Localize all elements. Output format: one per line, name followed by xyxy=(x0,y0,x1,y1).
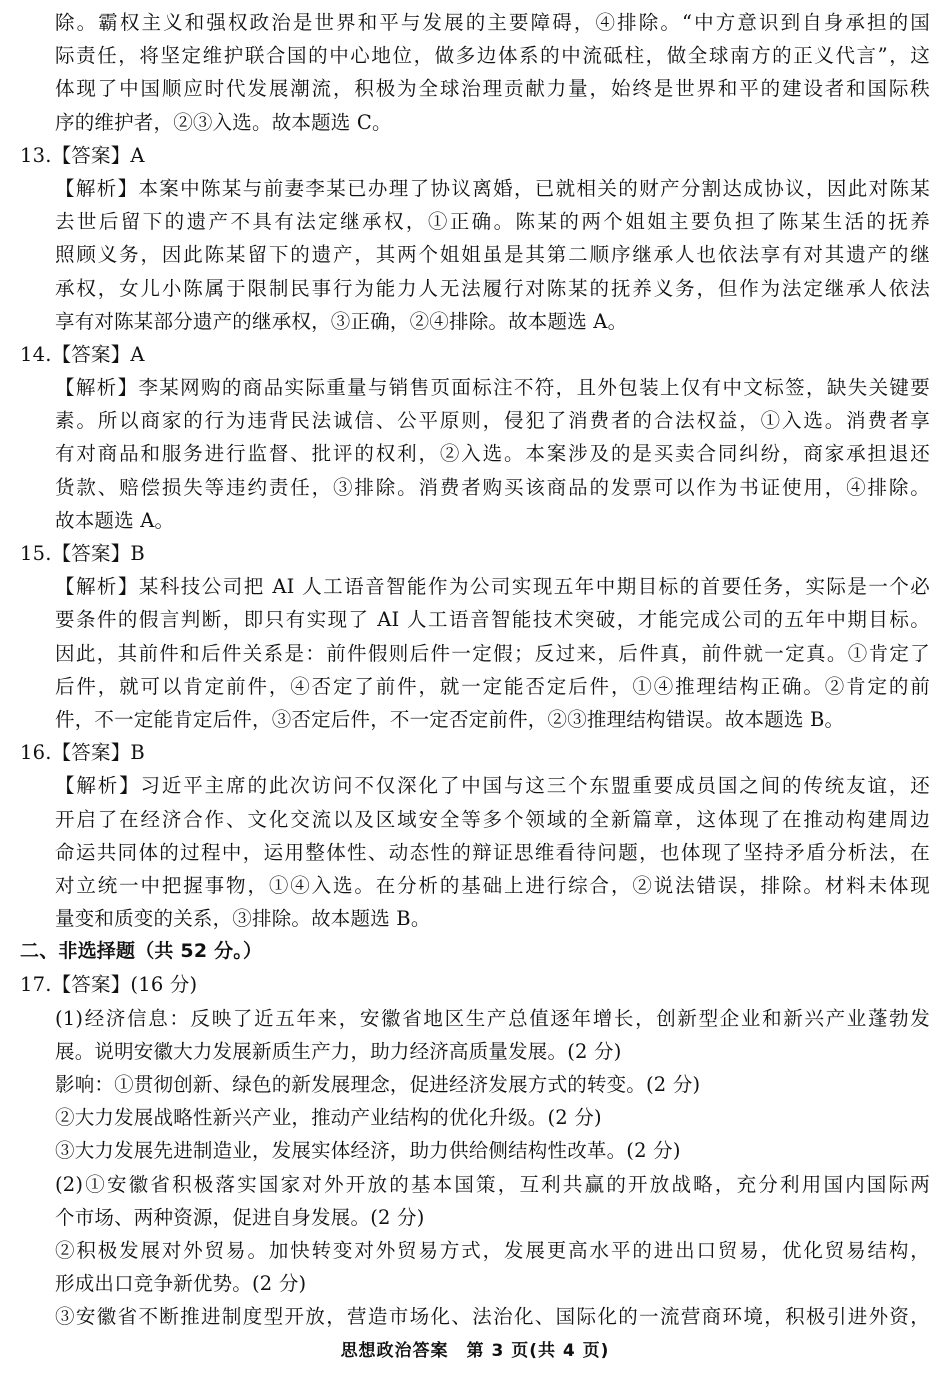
text-line: ②大力发展战略性新兴产业，推动产业结构的优化升级。(2 分) xyxy=(55,1106,602,1130)
question-13-answer: 13.【答案】A xyxy=(20,143,145,167)
text-line: 件，不一定能肯定后件，③否定后件，不一定否定前件，②③推理结构错误。故本题选 B。 xyxy=(55,707,845,731)
text-line: 际责任，将坚定维护联合国的中心地位，做多边体系的中流砥柱，做全球南方的正义代言”，这 xyxy=(55,44,930,68)
text-line: 【解析】李某网购的商品实际重量与销售页面标注不符，且外包装上仅有中文标签，缺失关键要 xyxy=(55,376,930,400)
text-line: 命运共同体的过程中，运用整体性、动态性的辩证思维看待问题，也体现了坚持矛盾分析法，在 xyxy=(55,840,930,864)
text-line: 对立统一中把握事物，①④入选。在分析的基础上进行综合，②说法错误，排除。材料未体现 xyxy=(55,873,930,897)
text-line: 货款、赔偿损失等违约责任，③排除。消费者购买该商品的发票可以作为书证使用，④排除。 xyxy=(55,475,930,499)
text-line: 素。所以商家的行为违背民法诚信、公平原则，侵犯了消费者的合法权益，①入选。消费者享 xyxy=(55,409,930,433)
text-line: 【解析】习近平主席的此次访问不仅深化了中国与这三个东盟重要成员国之间的传统友谊，还 xyxy=(55,774,930,798)
text-line: (2)①安徽省积极落实国家对外开放的基本国策，互利共赢的开放战略，充分利用国内国际两 xyxy=(55,1172,930,1196)
text-line: 故本题选 A。 xyxy=(55,508,175,532)
text-line: 享有对陈某部分遗产的继承权，③正确，②④排除。故本题选 A。 xyxy=(55,309,628,333)
text-line: 开启了在经济合作、文化交流以及区域安全等多个领域的全新篇章，这体现了在推动构建周边 xyxy=(55,807,930,831)
text-line: ③大力发展先进制造业，发展实体经济，助力供给侧结构性改革。(2 分) xyxy=(55,1139,681,1163)
text-line: 有对商品和服务进行监督、批评的权利，②入选。本案涉及的是买卖合同纠纷，商家承担退还 xyxy=(55,442,930,466)
question-15-answer: 15.【答案】B xyxy=(20,542,145,565)
question-14-answer: 14.【答案】A xyxy=(20,342,145,366)
text-line: 展。说明安徽大力发展新质生产力，助力经济高质量发展。(2 分) xyxy=(55,1039,622,1063)
text-line: 【解析】某科技公司把 AI 人工语音智能作为公司实现五年中期目标的首要任务，实际是一个必 xyxy=(55,575,930,599)
text-line: 除。霸权主义和强权政治是世界和平与发展的主要障碍，④排除。“中方意识到自身承担的国 xyxy=(55,11,930,34)
text-line: ②积极发展对外贸易。加快转变对外贸易方式，发展更高水平的进出口贸易，优化贸易结构， xyxy=(55,1238,930,1262)
text-line: 后件，就可以肯定前件，④否定了前件，就一定能否定后件，①④推理结构正确。②肯定的前 xyxy=(55,674,930,698)
text-line: 序的维护者，②③入选。故本题选 C。 xyxy=(55,110,392,134)
text-line: 个市场、两种资源，促进自身发展。(2 分) xyxy=(55,1205,425,1229)
text-line: ③安徽省不断推进制度型开放，营造市场化、法治化、国际化的一流营商环境，积极引进外资， xyxy=(55,1305,930,1329)
answer-page xyxy=(0,6,950,1334)
page-footer: 思想政治答案 第 3 页(共 4 页) xyxy=(340,1341,610,1361)
text-line: 影响：①贯彻创新、绿色的新发展理念，促进经济发展方式的转变。(2 分) xyxy=(55,1073,701,1096)
text-line: 要条件的假言判断，即只有实现了 AI 人工语音智能技术突破，才能完成公司的五年中期目标。 xyxy=(55,608,930,632)
text-line: 因此，其前件和后件关系是：前件假则后件一定假；反过来，后件真，前件就一定真。①肯定了 xyxy=(55,641,930,665)
text-line: (1)经济信息：反映了近五年来，安徽省地区生产总值逐年增长，创新型企业和新兴产业蓬勃发 xyxy=(55,1006,930,1030)
section-heading: 二、非选择题（共 52 分。） xyxy=(20,940,263,963)
text-line: 【解析】本案中陈某与前妻李某已办理了协议离婚，已就相关的财产分割达成协议，因此对陈某 xyxy=(55,176,930,200)
text-line: 照顾义务，因此陈某留下的遗产，其两个姐姐虽是其第二顺序继承人也依法享有对其遗产的继 xyxy=(55,243,930,267)
question-17-answer: 17.【答案】(16 分) xyxy=(20,973,198,997)
text-line: 体现了中国顺应时代发展潮流，积极为全球治理贡献力量，始终是世界和平的建设者和国际秩 xyxy=(55,77,930,101)
question-16-answer: 16.【答案】B xyxy=(20,741,145,765)
text-line: 承权，女儿小陈属于限制民事行为能力人无法履行对陈某的抚养义务，但作为法定继承人依法 xyxy=(55,276,930,300)
text-line: 形成出口竞争新优势。(2 分) xyxy=(55,1272,307,1296)
text-line: 去世后留下的遗产不具有法定继承权，①正确。陈某的两个姐姐主要负担了陈某生活的抚养 xyxy=(55,210,930,234)
text-line: 量变和质变的关系，③排除。故本题选 B。 xyxy=(55,907,431,931)
